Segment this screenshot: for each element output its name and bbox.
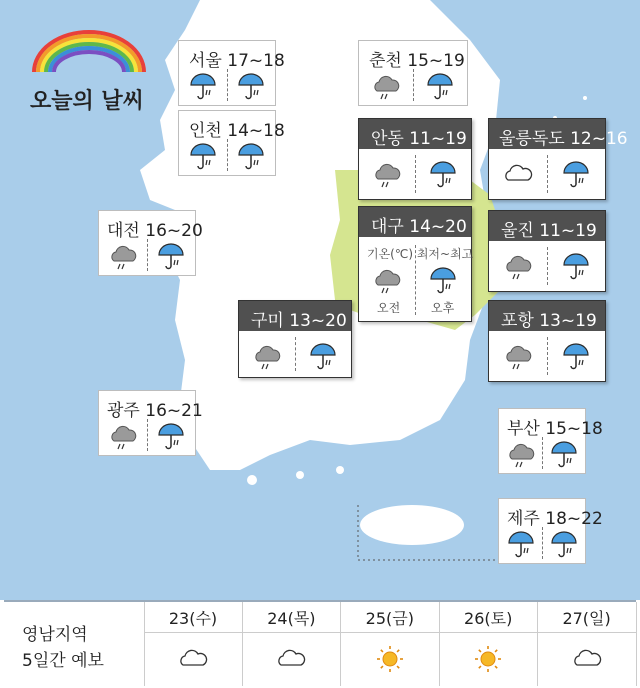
city-header: [489, 301, 605, 331]
city-temp-label: 대전 16~20: [107, 221, 203, 241]
umbrella-rain-icon: [156, 421, 186, 451]
forecast-day: [439, 602, 538, 686]
city-temp-label: 춘천 15~19: [369, 51, 465, 71]
forecast-date: 24(목): [267, 609, 316, 628]
am-pm-divider: [542, 527, 543, 559]
city-header: [359, 207, 471, 237]
cloud-rain-icon: [108, 241, 138, 271]
city-temp-label: 인천 14~18: [189, 121, 285, 141]
city-temp-label: 제주 18~22: [507, 509, 603, 529]
city-temp-label: 구미 13~20: [251, 311, 347, 331]
city-header: [99, 391, 203, 421]
sun-icon: [375, 644, 405, 674]
umbrella-rain-icon: [236, 141, 266, 171]
am-pm-divider: [547, 337, 548, 375]
city-box-jeju: [498, 498, 603, 564]
city-box-seoul: [178, 40, 285, 106]
city-header: [179, 41, 285, 71]
five-day-forecast: [4, 600, 636, 686]
am-pm-divider: [295, 337, 296, 371]
city-box-daejeon: [98, 210, 203, 276]
city-temp-label: 부산 15~18: [507, 419, 603, 439]
forecast-label: [4, 602, 145, 686]
forecast-day: [144, 602, 243, 686]
am-pm-divider: [147, 419, 148, 451]
am-pm-divider: [547, 247, 548, 285]
city-header: [359, 119, 471, 149]
am-pm-divider: [542, 437, 543, 469]
forecast-date: 26(토): [464, 609, 513, 628]
am-pm-divider: [415, 155, 416, 193]
city-box-daegu: [358, 206, 472, 322]
city-temp-label: 안동 11~19: [371, 129, 467, 149]
city-box-gwangju: [98, 390, 203, 456]
umbrella-rain-icon: [549, 529, 579, 559]
city-box-andong: [358, 118, 472, 200]
jeju-island: [360, 505, 464, 545]
umbrella-rain-icon: [561, 341, 591, 371]
cloud-rain-icon: [108, 421, 138, 451]
cloud-rain-icon: [372, 265, 402, 295]
city-header: [239, 301, 351, 331]
umbrella-rain-icon: [188, 141, 218, 171]
city-temp-label: 울진 11~19: [501, 221, 597, 241]
rainbow-icon: [34, 32, 144, 72]
am-pm-divider: [227, 139, 228, 171]
city-header: [359, 41, 467, 71]
city-box-busan: [498, 408, 603, 474]
city-temp-label: 광주 16~21: [107, 401, 203, 421]
umbrella-rain-icon: [188, 71, 218, 101]
city-header: [99, 211, 203, 241]
forecast-period: 5일간 예보: [22, 651, 104, 671]
city-header: [179, 111, 285, 141]
legend-am: 오전: [377, 301, 401, 315]
umbrella-rain-icon: [425, 71, 455, 101]
cloud-rain-icon: [252, 341, 282, 371]
cloud-rain-icon: [503, 341, 533, 371]
city-temp-label: 포항 13~19: [501, 311, 597, 331]
umbrella-rain-icon: [308, 341, 338, 371]
legend-pm: 오후: [431, 301, 455, 315]
umbrella-rain-icon: [236, 71, 266, 101]
cloud-icon: [503, 159, 533, 189]
city-temp-label: 서울 17~18: [189, 51, 285, 71]
city-box-uljin: [488, 210, 606, 292]
city-box-gumi: [238, 300, 352, 378]
city-box-ulleungdo: [488, 118, 628, 200]
cloud-rain-icon: [371, 71, 401, 101]
am-pm-divider: [547, 155, 548, 193]
cloud-rain-icon: [506, 439, 536, 469]
forecast-date: 25(금): [365, 609, 414, 628]
city-temp-label: 대구 14~20: [371, 217, 467, 237]
umbrella-rain-icon: [561, 251, 591, 281]
umbrella-rain-icon: [506, 529, 536, 559]
forecast-day: [242, 602, 341, 686]
forecast-date: 27(일): [562, 609, 611, 628]
cloud-icon: [178, 644, 208, 674]
page-title: 오늘의 날씨: [30, 89, 144, 114]
umbrella-rain-icon: [428, 159, 458, 189]
am-pm-divider: [227, 69, 228, 101]
city-box-incheon: [178, 110, 285, 176]
umbrella-rain-icon: [156, 241, 186, 271]
cloud-icon: [276, 644, 306, 674]
city-header: [489, 211, 605, 241]
cloud-rain-icon: [372, 159, 402, 189]
forecast-region: 영남지역: [22, 625, 88, 645]
city-temp-label: 울릉독도 12~16: [499, 129, 628, 149]
city-header: [499, 499, 603, 529]
city-box-pohang: [488, 300, 606, 382]
city-header: [489, 119, 628, 149]
cloud-rain-icon: [503, 251, 533, 281]
cloud-icon: [572, 644, 602, 674]
forecast-day: [538, 602, 637, 686]
forecast-day: [341, 602, 440, 686]
am-pm-divider: [413, 69, 414, 101]
umbrella-rain-icon: [549, 439, 579, 469]
city-header: [499, 409, 603, 439]
sun-icon: [473, 644, 503, 674]
umbrella-rain-icon: [561, 159, 591, 189]
city-box-chuncheon: [358, 40, 468, 106]
am-pm-divider: [147, 239, 148, 271]
umbrella-rain-icon: [428, 265, 458, 295]
forecast-date: 23(수): [168, 609, 218, 628]
legend-temp-hint: 기온(℃) 최저~최고: [367, 247, 474, 261]
